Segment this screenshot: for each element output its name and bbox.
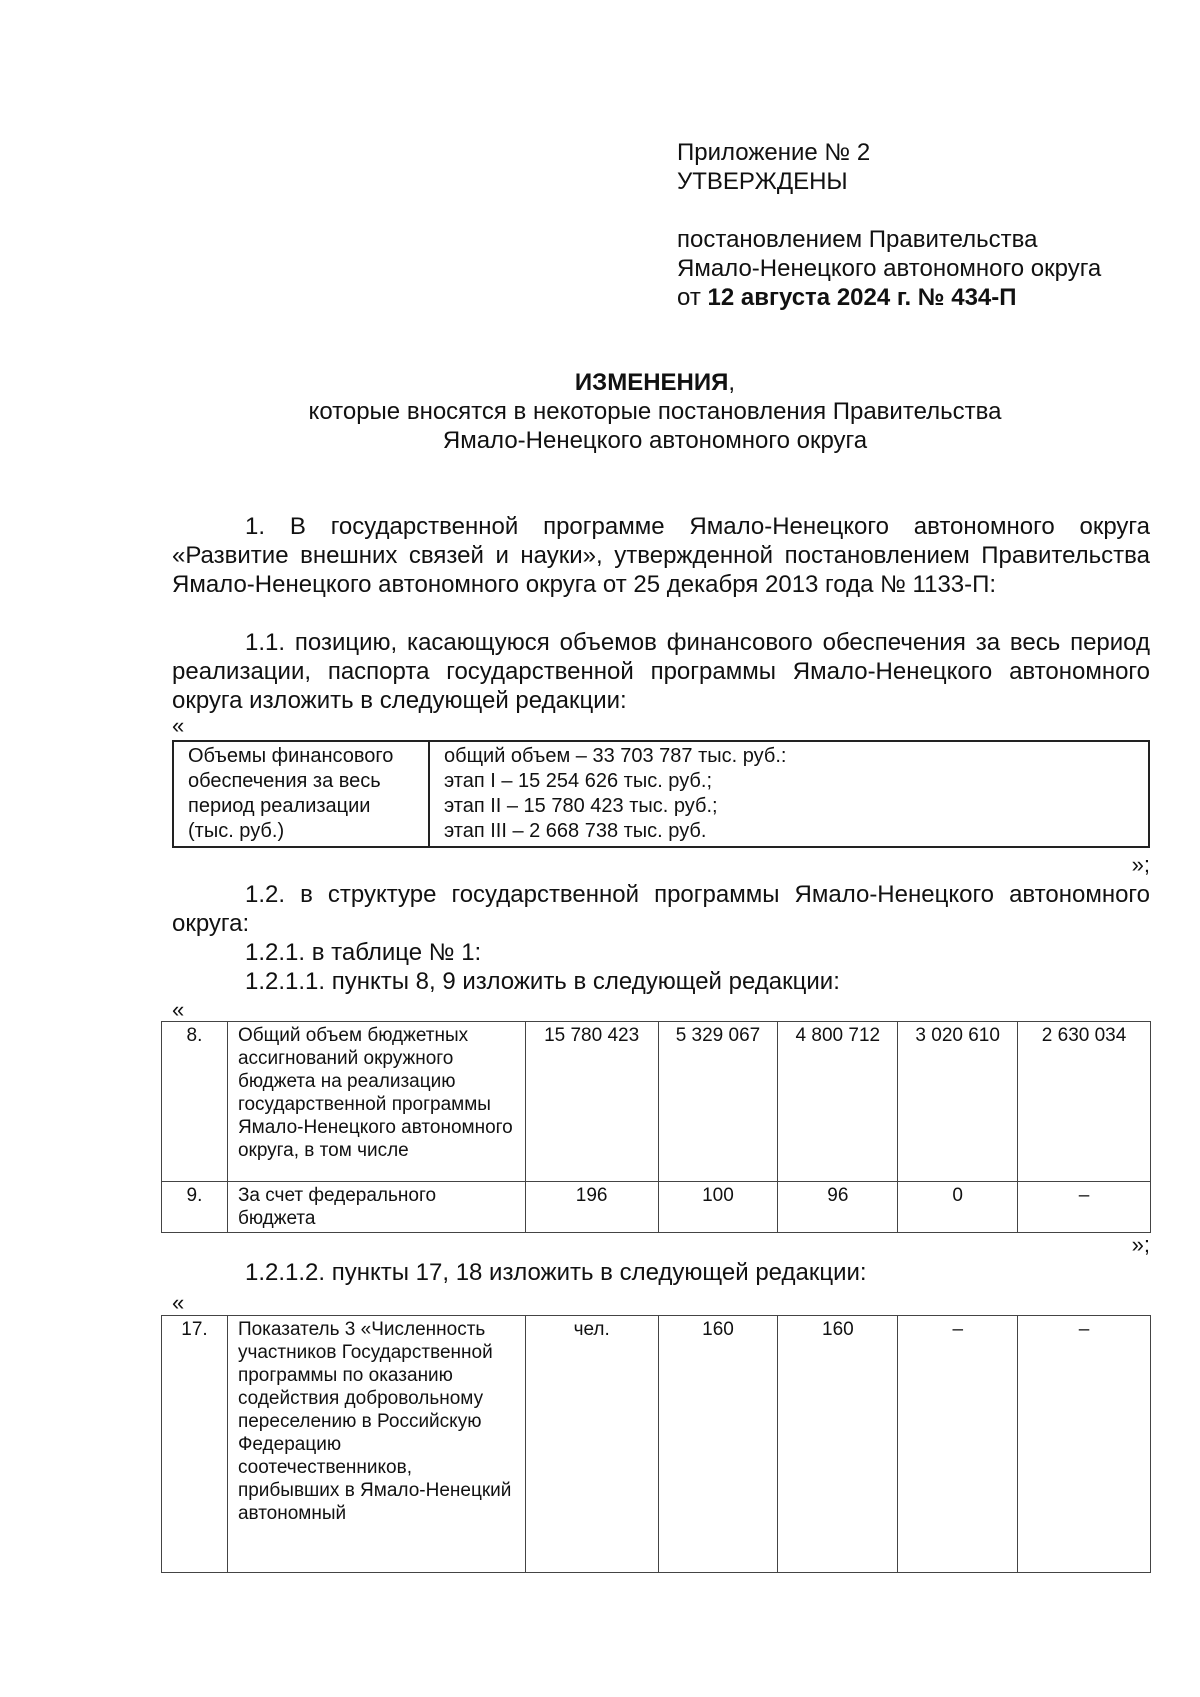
- paragraph-1-2-1-2: 1.2.1.2. пункты 17, 18 изложить в следующей редакции:: [245, 1259, 867, 1286]
- row-number: 8.: [162, 1022, 228, 1182]
- row-value: 2 630 034: [1018, 1022, 1151, 1182]
- title-heading: ИЗМЕНЕНИЯ: [574, 369, 729, 396]
- close-quote: »;: [1131, 1232, 1150, 1257]
- table-row: [162, 1022, 1151, 1182]
- title-subtitle-line1: которые вносятся в некоторые постановления Правительства: [308, 398, 1002, 425]
- close-quote: »;: [1131, 852, 1150, 877]
- row-value: 96: [778, 1182, 898, 1233]
- row-value: –: [1018, 1316, 1151, 1573]
- row-value: 160: [778, 1316, 898, 1573]
- paragraph-1-2-1: 1.2.1. в таблице № 1:: [245, 939, 482, 966]
- row-value: –: [1018, 1182, 1151, 1233]
- financing-total: общий объем – 33 703 787 тыс. руб.:: [444, 745, 787, 767]
- row-value: 15 780 423: [525, 1022, 658, 1182]
- paragraph-1: 1. В государственной программе Ямало-Ненецкого автономного округа «Развитие внешних связей и науки», утвержденной постановлением Правительства Ямало-Ненецкого автономного округа от 25 декабря 2013 года № 1133-П:: [172, 513, 1150, 598]
- row-value: –: [898, 1316, 1018, 1573]
- financing-stage-2: этап II – 15 780 423 тыс. руб.;: [444, 795, 718, 817]
- appendix-number: Приложение № 2: [677, 139, 871, 166]
- paragraph-1-1: 1.1. позицию, касающуюся объемов финансового обеспечения за весь период реализации, паспорта государственной программы Ямало-Ненецкого автономного округа изложить в следующей редакции:: [172, 629, 1150, 714]
- open-quote: «: [172, 713, 185, 738]
- approved-label: УТВЕРЖДЕНЫ: [677, 168, 848, 195]
- financing-label: Объемы финансового обеспечения за весь период реализации (тыс. руб.): [173, 741, 429, 847]
- row-name: Общий объем бюджетных ассигнований окружного бюджета на реализацию государственной программы Ямало-Ненецкого автономного округа, в том числе: [227, 1022, 525, 1182]
- row-value: 100: [658, 1182, 778, 1233]
- resolution-label: постановлением Правительства: [677, 226, 1038, 253]
- table-row: [162, 1316, 1151, 1573]
- paragraph-1-2: 1.2. в структуре государственной программы Ямало-Ненецкого автономного округа:: [172, 881, 1150, 937]
- row-value: 4 800 712: [778, 1022, 898, 1182]
- indicators-table-17-18: [161, 1315, 1151, 1573]
- government-name: Ямало-Ненецкого автономного округа: [677, 255, 1102, 282]
- row-value: 160: [658, 1316, 778, 1573]
- row-unit: чел.: [525, 1316, 658, 1573]
- table-row: [162, 1182, 1151, 1233]
- row-value: 5 329 067: [658, 1022, 778, 1182]
- row-name: За счет федерального бюджета: [227, 1182, 525, 1233]
- row-value: 196: [525, 1182, 658, 1233]
- approval-block: [677, 138, 1101, 312]
- financing-table: [172, 740, 1150, 848]
- indicators-table-8-9: [161, 1021, 1151, 1233]
- row-number: 9.: [162, 1182, 228, 1233]
- paragraph-1-2-1-1: 1.2.1.1. пункты 8, 9 изложить в следующей редакции:: [245, 968, 840, 995]
- document-title: ИЗМЕНЕНИЯ, которые вносятся в некоторые постановления Правительства Ямало-Ненецкого автономного округа: [160, 368, 1150, 455]
- row-value: 0: [898, 1182, 1018, 1233]
- row-number: 17.: [162, 1316, 228, 1573]
- title-subtitle-line2: Ямало-Ненецкого автономного округа: [442, 427, 868, 454]
- resolution-date: от 12 августа 2024 г. № 434-П: [677, 284, 1017, 311]
- row-name: Показатель 3 «Численность участников Государственной программы по оказанию содействия добровольному переселению в Российскую Федерацию соотечественников, прибывших в Ямало-Ненецкий автономный: [227, 1316, 525, 1573]
- financing-values: [429, 741, 1149, 847]
- financing-stage-3: этап III – 2 668 738 тыс. руб.: [444, 820, 707, 842]
- row-value: 3 020 610: [898, 1022, 1018, 1182]
- resolution-date-number: 12 августа 2024 г. № 434-П: [707, 284, 1017, 311]
- open-quote: «: [172, 1290, 185, 1315]
- open-quote: «: [172, 997, 185, 1022]
- financing-stage-1: этап I – 15 254 626 тыс. руб.;: [444, 770, 712, 792]
